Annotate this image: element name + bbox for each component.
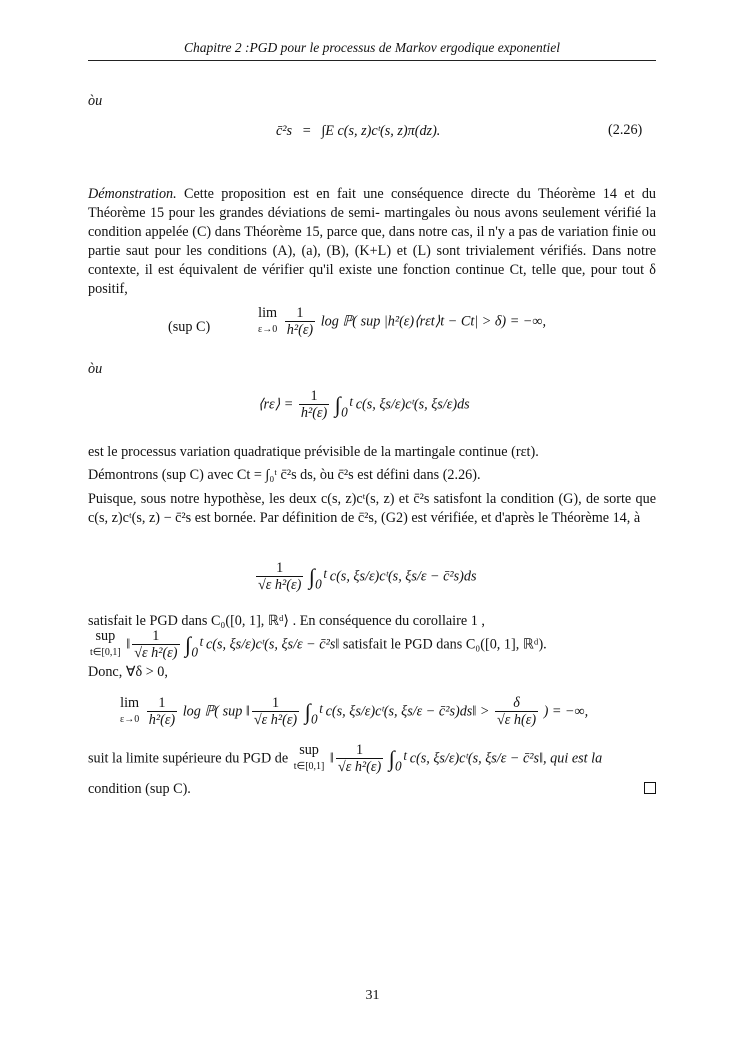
- demonstration-text: Cette proposition est en fait une conséquence directe du Théorème 14 et du Théorème 15 pour les grandes déviations de semi- martingales òu nous avons seulement vérifié la condition appelée (C) dans Théorème 15, parce que, dans notre cas, il n'y a pas de variation finie ou partie saut pour les conditions (A), (a), (B), (K+L) et (L) sont trivialement vérifiés. Dans notre contexte, il est équivalent de vérifier qu'il existe une fonction continue Ct, telle que, pour tout δ positif,: [88, 186, 657, 297]
- fraction-one-over-sqrt-h2-final: $\frac{1}{\text{√ε h²(ε)}}$: [253, 695, 298, 728]
- equation-2-26: [276, 122, 440, 140]
- line-sup-pgd: [88, 628, 547, 662]
- para-7-head: suit la limite supérieure du PGD de: [88, 750, 289, 767]
- log-p-sup: log ℙ( sup: [182, 703, 243, 720]
- sup-line-tail: satisfait le PGD dans C₀([0, 1], ℝᵈ).: [342, 636, 547, 653]
- eq-2-26-lhs: c̄²s: [276, 123, 293, 139]
- equation-final: [118, 695, 588, 729]
- equation-sup-c: [256, 305, 546, 339]
- page-number: 31: [365, 988, 380, 1003]
- eq-2-26-equals: =: [302, 123, 311, 139]
- integral-0-t-mid: ∫₀ᵗ: [308, 564, 327, 589]
- middle-expression: c(s, ξs/ε)cᵗ(s, ξs/ε − c̄²s)ds: [329, 568, 477, 585]
- equation-quadratic-variation: [258, 388, 470, 422]
- qed-square-icon: [644, 782, 656, 794]
- sup-operator-last: sup t∈[0,1]: [293, 742, 325, 772]
- fraction-one-over-sqrt-h2-last: $\frac{1}{\text{√ε h²(ε)}}$: [337, 742, 382, 775]
- paragraph-8: condition (sup C).: [88, 781, 191, 797]
- para-7-expression: c(s, ξs/ε)cᵗ(s, ξs/ε − c̄²s‖, qui est la: [409, 750, 603, 767]
- norm-open-final: ‖: [245, 703, 250, 720]
- lim-operator-final: lim ε→0: [120, 695, 140, 725]
- norm-open: ‖: [126, 636, 131, 653]
- final-expression: c(s, ξs/ε)cᵗ(s, ξs/ε − c̄²s)ds‖ >: [325, 703, 490, 720]
- lim-operator: lim ε→0: [258, 305, 278, 335]
- sup-c-label: (sup C): [168, 319, 211, 335]
- equation-middle: [254, 560, 477, 594]
- fraction-one-over-h2: $\frac{1}{\text{h²(ε)}}$: [286, 305, 314, 338]
- fraction-delta-over-sqrt-h: $\frac{\delta}{\text{√ε h(ε)}}$: [496, 695, 537, 728]
- header-rule: [88, 60, 656, 61]
- equation-number-2-26: (2.26): [608, 122, 643, 138]
- text-ou-1: òu: [88, 93, 103, 109]
- running-header: Chapitre 2 :PGD pour le processus de Markov ergodique exponentiel: [183, 40, 561, 55]
- bracket-lhs: ⟨rε⟩ =: [258, 396, 297, 413]
- integral-0-t-last: ∫₀ᵗ: [388, 746, 407, 771]
- paragraph-4: satisfait le PGD dans C₀([0, 1], ℝᵈ⟩ . En conséquence du corollaire 1 ,: [88, 613, 485, 629]
- sup-operator: sup t∈[0,1]: [90, 628, 121, 658]
- text-ou-2: òu: [88, 361, 103, 377]
- fraction-one-over-h2-final: $\frac{1}{\text{h²(ε)}}$: [148, 695, 176, 728]
- paragraph-2: Démontrons (sup C) avec Ct = ∫₀ᵗ c̄²s ds, òu c̄²s est défini dans (2.26).: [88, 467, 481, 483]
- demonstration-label: Démonstration.: [88, 186, 177, 202]
- bracket-rhs: c(s, ξs/ε)cᵗ(s, ξs/ε)ds: [355, 396, 470, 413]
- paragraph-1: est le processus variation quadratique prévisible de la martingale continue (rεt).: [88, 444, 539, 460]
- integral-0-t-final: ∫₀ᵗ: [304, 699, 323, 724]
- paragraph-6: Donc, ∀δ > 0,: [88, 664, 168, 680]
- paragraph-3: Puisque, sous notre hypothèse, les deux c(s, z)cᵗ(s, z) et c̄²s satisfont la condition (G), de sorte que c(s, z)cᵗ(s, z) − c̄²s est bornée. Par définition de c̄²s, (G2) est vérifiée, et d'après le Théorème 14, à: [88, 491, 656, 526]
- norm-open-last: ‖: [329, 750, 334, 767]
- integral-0-t-sup: ∫₀ᵗ: [185, 632, 203, 657]
- sup-line-expression: c(s, ξs/ε)cᵗ(s, ξs/ε − c̄²s‖: [205, 636, 340, 653]
- line-limite-superieure: [88, 742, 602, 776]
- fraction-one-over-h2-b: $\frac{1}{\text{h²(ε)}}$: [300, 388, 328, 421]
- fraction-one-over-sqrt-h2-b: $\frac{1}{\text{√ε h²(ε)}}$: [134, 628, 178, 661]
- fraction-one-over-sqrt-h2: $\frac{1}{\text{√ε h²(ε)}}$: [258, 560, 302, 593]
- sup-c-expression: log ℙ( sup |h²(ε)⟨rεt⟩t − Ct| > δ) = −∞,: [320, 313, 547, 330]
- demonstration-paragraph: [88, 185, 656, 299]
- eq-2-26-rhs: ∫E c(s, z)cᵗ(s, z)π(dz).: [321, 123, 441, 139]
- final-tail: ) = −∞,: [543, 703, 589, 720]
- integral-0-t: ∫₀ᵗ: [334, 392, 353, 417]
